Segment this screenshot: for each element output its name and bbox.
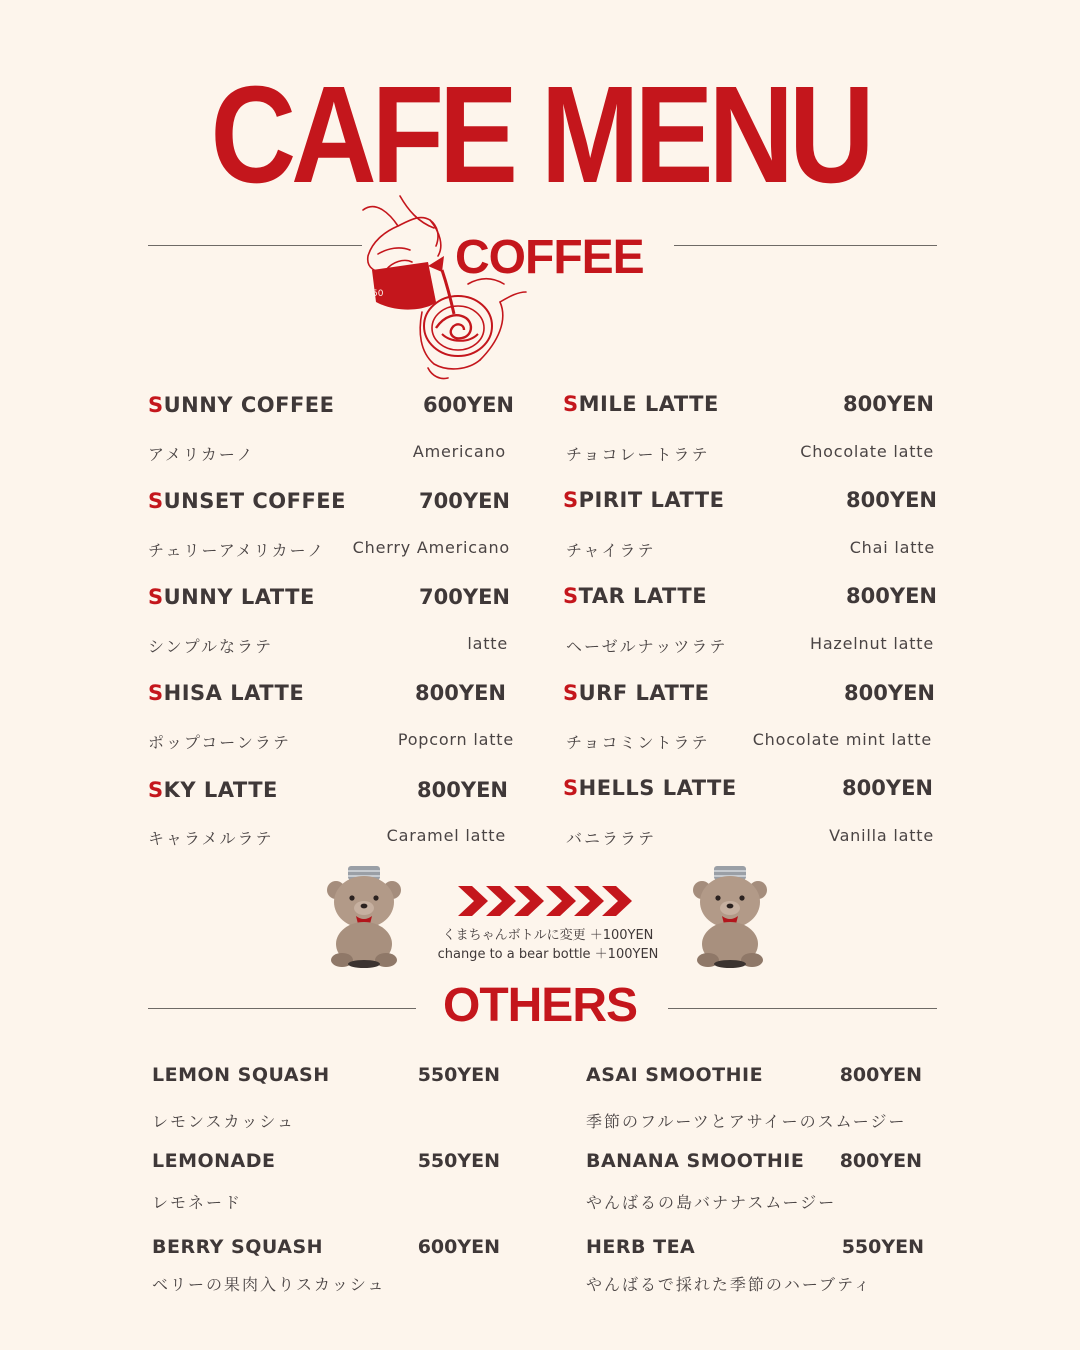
others-item-name: LEMONADE xyxy=(152,1150,276,1172)
coffee-item-price: 800YEN xyxy=(415,681,506,705)
coffee-rule-right xyxy=(674,245,937,246)
others-item-desc: レモンスカッシュ xyxy=(152,1112,296,1131)
others-item-name: BANANA SMOOTHIE xyxy=(586,1150,805,1172)
others-item-desc: やんばるの島バナナスムージー xyxy=(586,1193,837,1212)
others-item-name: BERRY SQUASH xyxy=(152,1236,324,1258)
coffee-item-price: 800YEN xyxy=(844,681,935,705)
coffee-item-en: Americano xyxy=(412,442,506,461)
coffee-item-en: Chocolate latte xyxy=(800,442,934,461)
others-item-desc: やんばるで採れた季節のハーブティ xyxy=(586,1275,872,1294)
coffee-item-en: Caramel latte xyxy=(386,826,506,845)
coffee-item-en: Chai latte xyxy=(849,538,935,557)
coffee-item-price: 800YEN xyxy=(842,776,933,800)
bear-bottle-left-icon xyxy=(322,864,406,968)
coffee-item-name: SUNSET COFFEE xyxy=(148,489,347,513)
coffee-item-en: Chocolate mint latte xyxy=(752,730,932,749)
coffee-item-price: 600YEN xyxy=(423,393,514,417)
coffee-item-price: 800YEN xyxy=(843,392,934,416)
coffee-item-name: SHISA LATTE xyxy=(148,681,305,705)
coffee-item-jp: チャイラテ xyxy=(566,541,656,560)
coffee-item-name: SHELLS LATTE xyxy=(563,776,737,800)
others-item-desc: ベリーの果肉入りスカッシュ xyxy=(152,1275,386,1294)
coffee-item-price: 700YEN xyxy=(419,585,510,609)
others-item-price: 800YEN xyxy=(839,1150,922,1172)
coffee-item-jp: チョコレートラテ xyxy=(566,445,710,464)
coffee-item-name: SMILE LATTE xyxy=(563,392,719,416)
coffee-heading: COFFEE xyxy=(455,231,644,284)
coffee-item-jp: チョコミントラテ xyxy=(566,733,710,752)
coffee-item-price: 700YEN xyxy=(419,489,510,513)
others-item-name: HERB TEA xyxy=(586,1236,696,1258)
coffee-item-jp: シンプルなラテ xyxy=(148,637,273,656)
coffee-item-jp: キャラメルラテ xyxy=(148,829,274,848)
bear-bottle-right-icon xyxy=(688,864,772,968)
pitcher-mark: 50 xyxy=(372,289,384,299)
others-item-price: 800YEN xyxy=(839,1064,922,1086)
coffee-rule-left xyxy=(148,245,362,246)
others-heading: OTHERS xyxy=(442,979,637,1032)
coffee-item-en: Hazelnut latte xyxy=(809,634,934,653)
coffee-item-en: Vanilla latte xyxy=(829,826,934,845)
coffee-item-price: 800YEN xyxy=(846,488,937,512)
coffee-item-en: Popcorn latte xyxy=(397,730,514,749)
coffee-item-name: SPIRIT LATTE xyxy=(563,488,725,512)
coffee-item-name: SURF LATTE xyxy=(563,681,710,705)
others-item-price: 550YEN xyxy=(417,1150,500,1172)
coffee-item-en: latte xyxy=(467,634,508,653)
coffee-item-jp: アメリカーノ xyxy=(148,445,255,464)
bear-bottle-note-jp: くまちゃんボトルに変更 ＋100YEN xyxy=(442,928,654,943)
chevron-arrows-icon xyxy=(458,882,632,920)
others-item-price: 600YEN xyxy=(417,1236,500,1258)
others-item-desc: 季節のフルーツとアサイーのスムージー xyxy=(586,1112,907,1131)
coffee-item-jp: チェリーアメリカーノ xyxy=(148,541,326,560)
coffee-item-jp: バニララテ xyxy=(566,829,657,848)
coffee-item-name: SUNNY COFFEE xyxy=(148,393,335,417)
others-item-desc: レモネード xyxy=(152,1193,243,1212)
menu-title: CAFE MENU xyxy=(210,58,870,212)
bear-bottle-note-en: change to a bear bottle ＋100YEN xyxy=(437,947,659,962)
coffee-item-price: 800YEN xyxy=(417,778,508,802)
others-item-price: 550YEN xyxy=(841,1236,924,1258)
others-item-price: 550YEN xyxy=(417,1064,500,1086)
others-item-name: LEMON SQUASH xyxy=(152,1064,330,1086)
coffee-item-jp: ヘーゼルナッツラテ xyxy=(566,637,728,656)
coffee-item-name: SUNNY LATTE xyxy=(148,585,315,609)
coffee-item-name: STAR LATTE xyxy=(563,584,708,608)
coffee-item-name: SKY LATTE xyxy=(148,778,278,802)
coffee-item-jp: ポップコーンラテ xyxy=(148,733,291,752)
coffee-item-price: 800YEN xyxy=(846,584,937,608)
latte-art-pour-icon xyxy=(358,192,533,382)
coffee-item-en: Cherry Americano xyxy=(352,538,510,557)
others-item-name: ASAI SMOOTHIE xyxy=(586,1064,764,1086)
